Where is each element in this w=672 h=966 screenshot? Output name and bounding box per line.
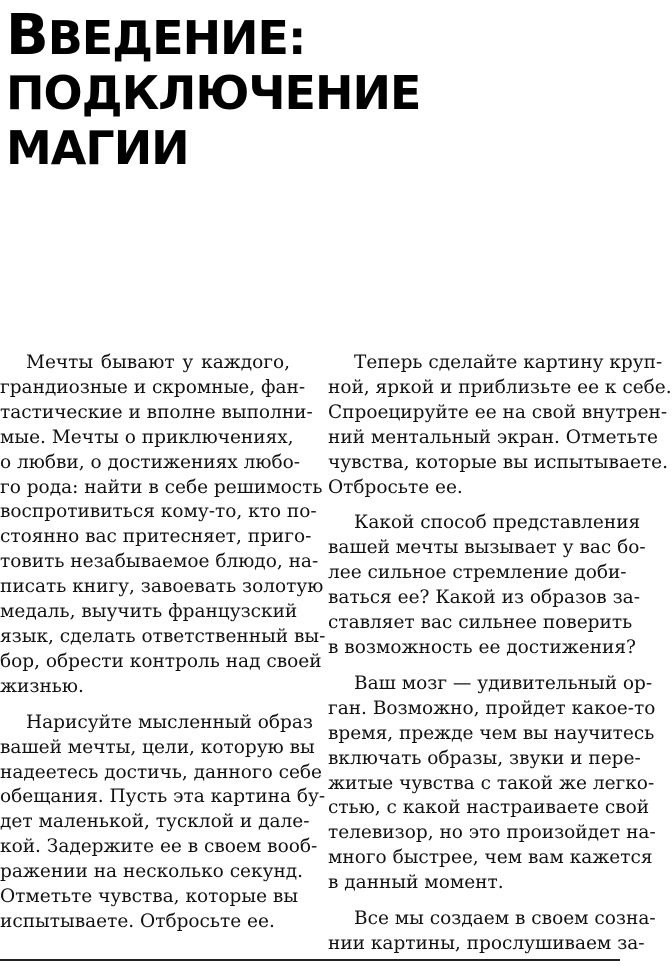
text-line: Теперь сделайте картину круп- (354, 352, 663, 373)
paragraph-gap (328, 500, 620, 511)
text-line: Мечты бывают у каждого, (26, 352, 290, 373)
text-line: грандиозные и скромные, фан- (0, 376, 306, 398)
text-line: язык, сделать ответственный вы- (0, 625, 326, 647)
text-line: Нарисуйте мысленный образ (26, 711, 313, 733)
text-line: стоянно вас притесняет, приго- (0, 526, 312, 548)
text-line: ставляет вас сильнее поверить (328, 612, 633, 634)
text-line: медаль, выучить французский (0, 601, 298, 623)
paragraph (328, 907, 656, 957)
text-line: го рода: найти в себе решимость (0, 476, 323, 498)
text-line: ной, яркой и приблизьте ее к себе. (328, 376, 672, 398)
text-line: ваться ее? Какой из образов за- (328, 587, 640, 609)
paragraph-gap (328, 661, 620, 672)
text-line: о любви, о достижениях любо- (0, 451, 300, 473)
text-line: воспротивиться кому-то, кто по- (0, 501, 317, 523)
text-line: чувства, которые вы испытываете. (328, 451, 668, 473)
text-line: дет маленькой, тусклой и дале- (0, 811, 310, 833)
text-line: лее сильное стремление доби- (328, 562, 627, 584)
paragraph (0, 351, 326, 700)
chapter-title (6, 3, 606, 176)
paragraph (328, 511, 646, 660)
paragraph (0, 711, 326, 935)
text-line: Спроецируйте ее на свой внутрен- (328, 401, 668, 423)
chapter-title-line: МАГИИ (6, 121, 189, 175)
text-line: Ваш мозг — удивительный ор- (354, 672, 653, 694)
text-line: надеетесь достичь, данного себе (0, 761, 322, 783)
text-line: в возможность ее достижения? (328, 636, 636, 658)
text-line: Отбросьте ее. (328, 476, 463, 498)
footer-divider (0, 959, 620, 961)
text-line: ражении на несколько секунд. (0, 861, 304, 883)
right-text-column (328, 351, 672, 957)
chapter-title-line: ПОДКЛЮЧЕНИЕ (6, 66, 421, 120)
text-line: время, прежде чем вы научитесь (328, 722, 655, 744)
text-line: испытываете. Отбросьте ее. (0, 910, 275, 932)
text-line: ган. Возможно, пройдет какое-то (328, 697, 656, 719)
text-line: жизнью. (0, 675, 84, 697)
text-line: телевизор, но это произойдет на- (328, 822, 656, 844)
text-line: вашей мечты, цели, которую вы (0, 736, 315, 758)
text-line: в данный момент. (328, 872, 504, 894)
text-line: житые чувства с такой же легко- (328, 772, 655, 794)
text-line: много быстрее, чем вам кажется (328, 847, 653, 869)
chapter-title-line: ВВЕДЕНИЕ: (6, 3, 306, 68)
paragraph-gap (0, 700, 290, 711)
text-line: обещания. Пусть эта картина бу- (0, 786, 326, 808)
left-text-column (0, 351, 326, 935)
text-line: ний ментальный экран. Отметьте (328, 426, 659, 448)
text-line: кой. Задержите ее в своем вооб- (0, 836, 318, 858)
text-line: вашей мечты вызывает у вас бо- (328, 537, 646, 559)
text-line: бор, обрести контроль над своей (0, 650, 322, 672)
paragraph (328, 351, 672, 500)
text-line: тастические и вполне выполни- (0, 401, 313, 423)
text-line: нии картины, прослушиваем за- (328, 932, 645, 954)
text-line: Какой способ представления (354, 512, 641, 534)
paragraph-gap (328, 896, 620, 907)
text-line: мые. Мечты о приключениях, (0, 426, 294, 448)
text-line: Все мы создаем в своем созна- (354, 908, 656, 930)
paragraph (328, 672, 656, 896)
text-line: включать образы, звуки и пере- (328, 747, 641, 769)
text-line: Отметьте чувства, которые вы (0, 886, 299, 908)
text-line: писать книгу, завоевать золотую (0, 576, 324, 598)
text-line: стью, с какой настраиваете свой (328, 797, 650, 819)
text-line: товить незабываемое блюдо, на- (0, 551, 319, 573)
